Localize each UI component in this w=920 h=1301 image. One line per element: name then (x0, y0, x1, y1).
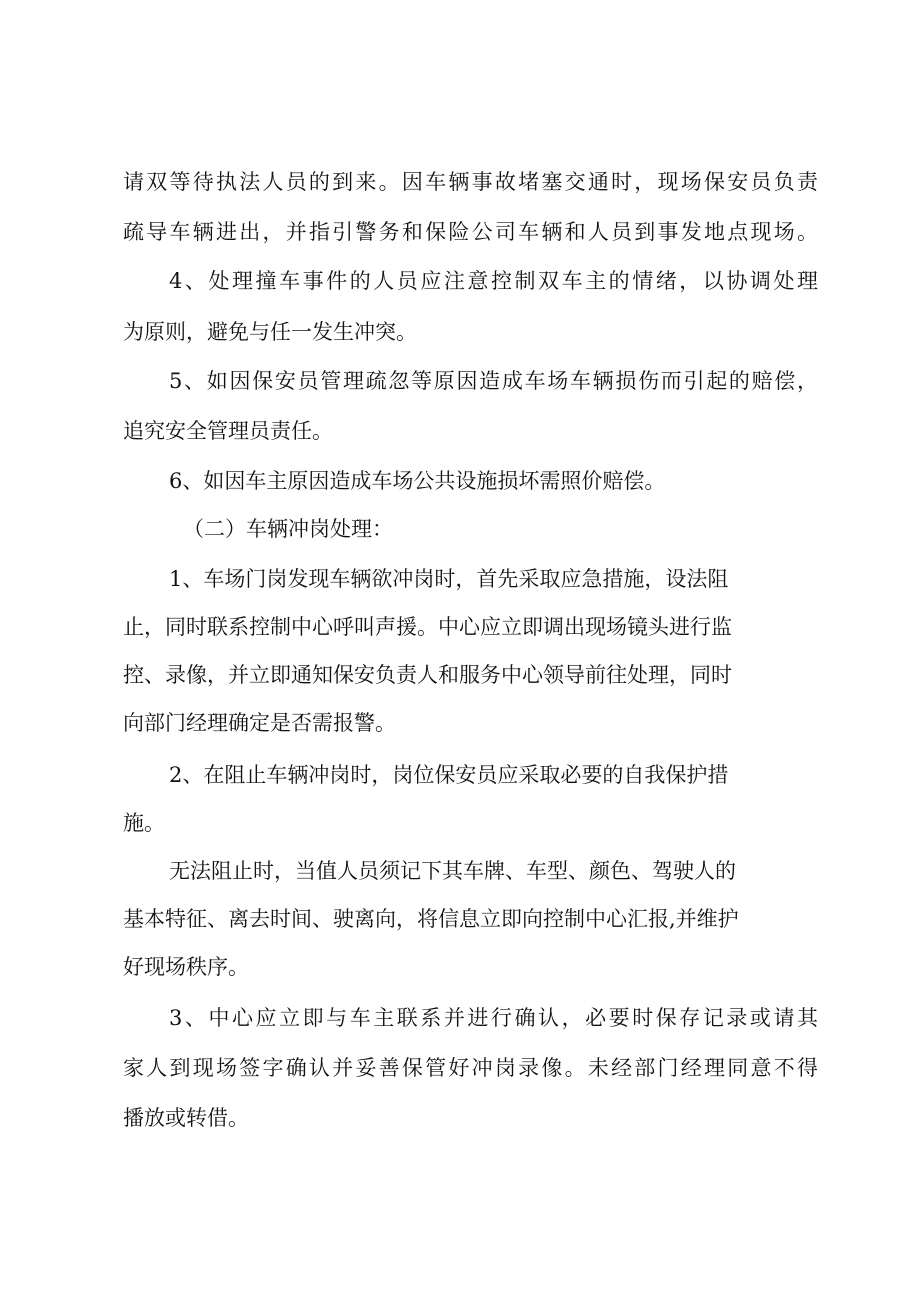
text-line: 2、在阻止车辆冲岗时，岗位保安员应采取必要的自我保护措 (169, 763, 729, 787)
text-line: 向部门经理确定是否需报警。 (123, 711, 396, 735)
text-line: 无法阻止时，当值人员须记下其车牌、车型、颜色、驾驶人的 (169, 859, 736, 883)
text-line: 4、处理撞车事件的人员应注意控制双车主的情绪，以协调处理 (169, 269, 818, 293)
text-line: 疏导车辆进出，并指引警务和保险公司车辆和人员到事发地点现场。 (123, 220, 818, 244)
text-line: 追究安全管理员责任。 (123, 419, 333, 443)
text-line: 基本特征、离去时间、驶离向，将信息立即向控制中心汇报,并维护 (123, 907, 739, 931)
text-line: 播放或转借。 (123, 1106, 249, 1130)
text-line: 控、录像，并立即通知保安负责人和服务中心领导前往处理，同时 (123, 663, 732, 687)
text-line: 施。 (123, 811, 165, 835)
text-line: 止，同时联系控制中心呼叫声援。中心应立即调出现场镜头进行监 (123, 615, 732, 639)
text-line: 为原则，避免与任一发生冲突。 (123, 320, 417, 344)
text-line: 家人到现场签字确认并妥善保管好冲岗录像。未经部门经理同意不得 (123, 1056, 818, 1080)
text-line: 请双等待执法人员的到来。因车辆事故堵塞交通时，现场保安员负责 (123, 170, 818, 194)
text-line: 1、车场门岗发现车辆欲冲岗时，首先采取应急措施，设法阻 (169, 567, 729, 591)
text-line: 好现场秩序。 (123, 955, 249, 979)
text-line: 5、如因保安员管理疏忽等原因造成车场车辆损伤而引起的赔偿， (169, 369, 818, 393)
section-heading: （二）车辆冲岗处理： (183, 517, 393, 541)
text-line: 6、如因车主原因造成车场公共设施损坏需照价赔偿。 (169, 469, 666, 493)
text-line: 3、中心应立即与车主联系并进行确认，必要时保存记录或请其 (169, 1006, 818, 1030)
